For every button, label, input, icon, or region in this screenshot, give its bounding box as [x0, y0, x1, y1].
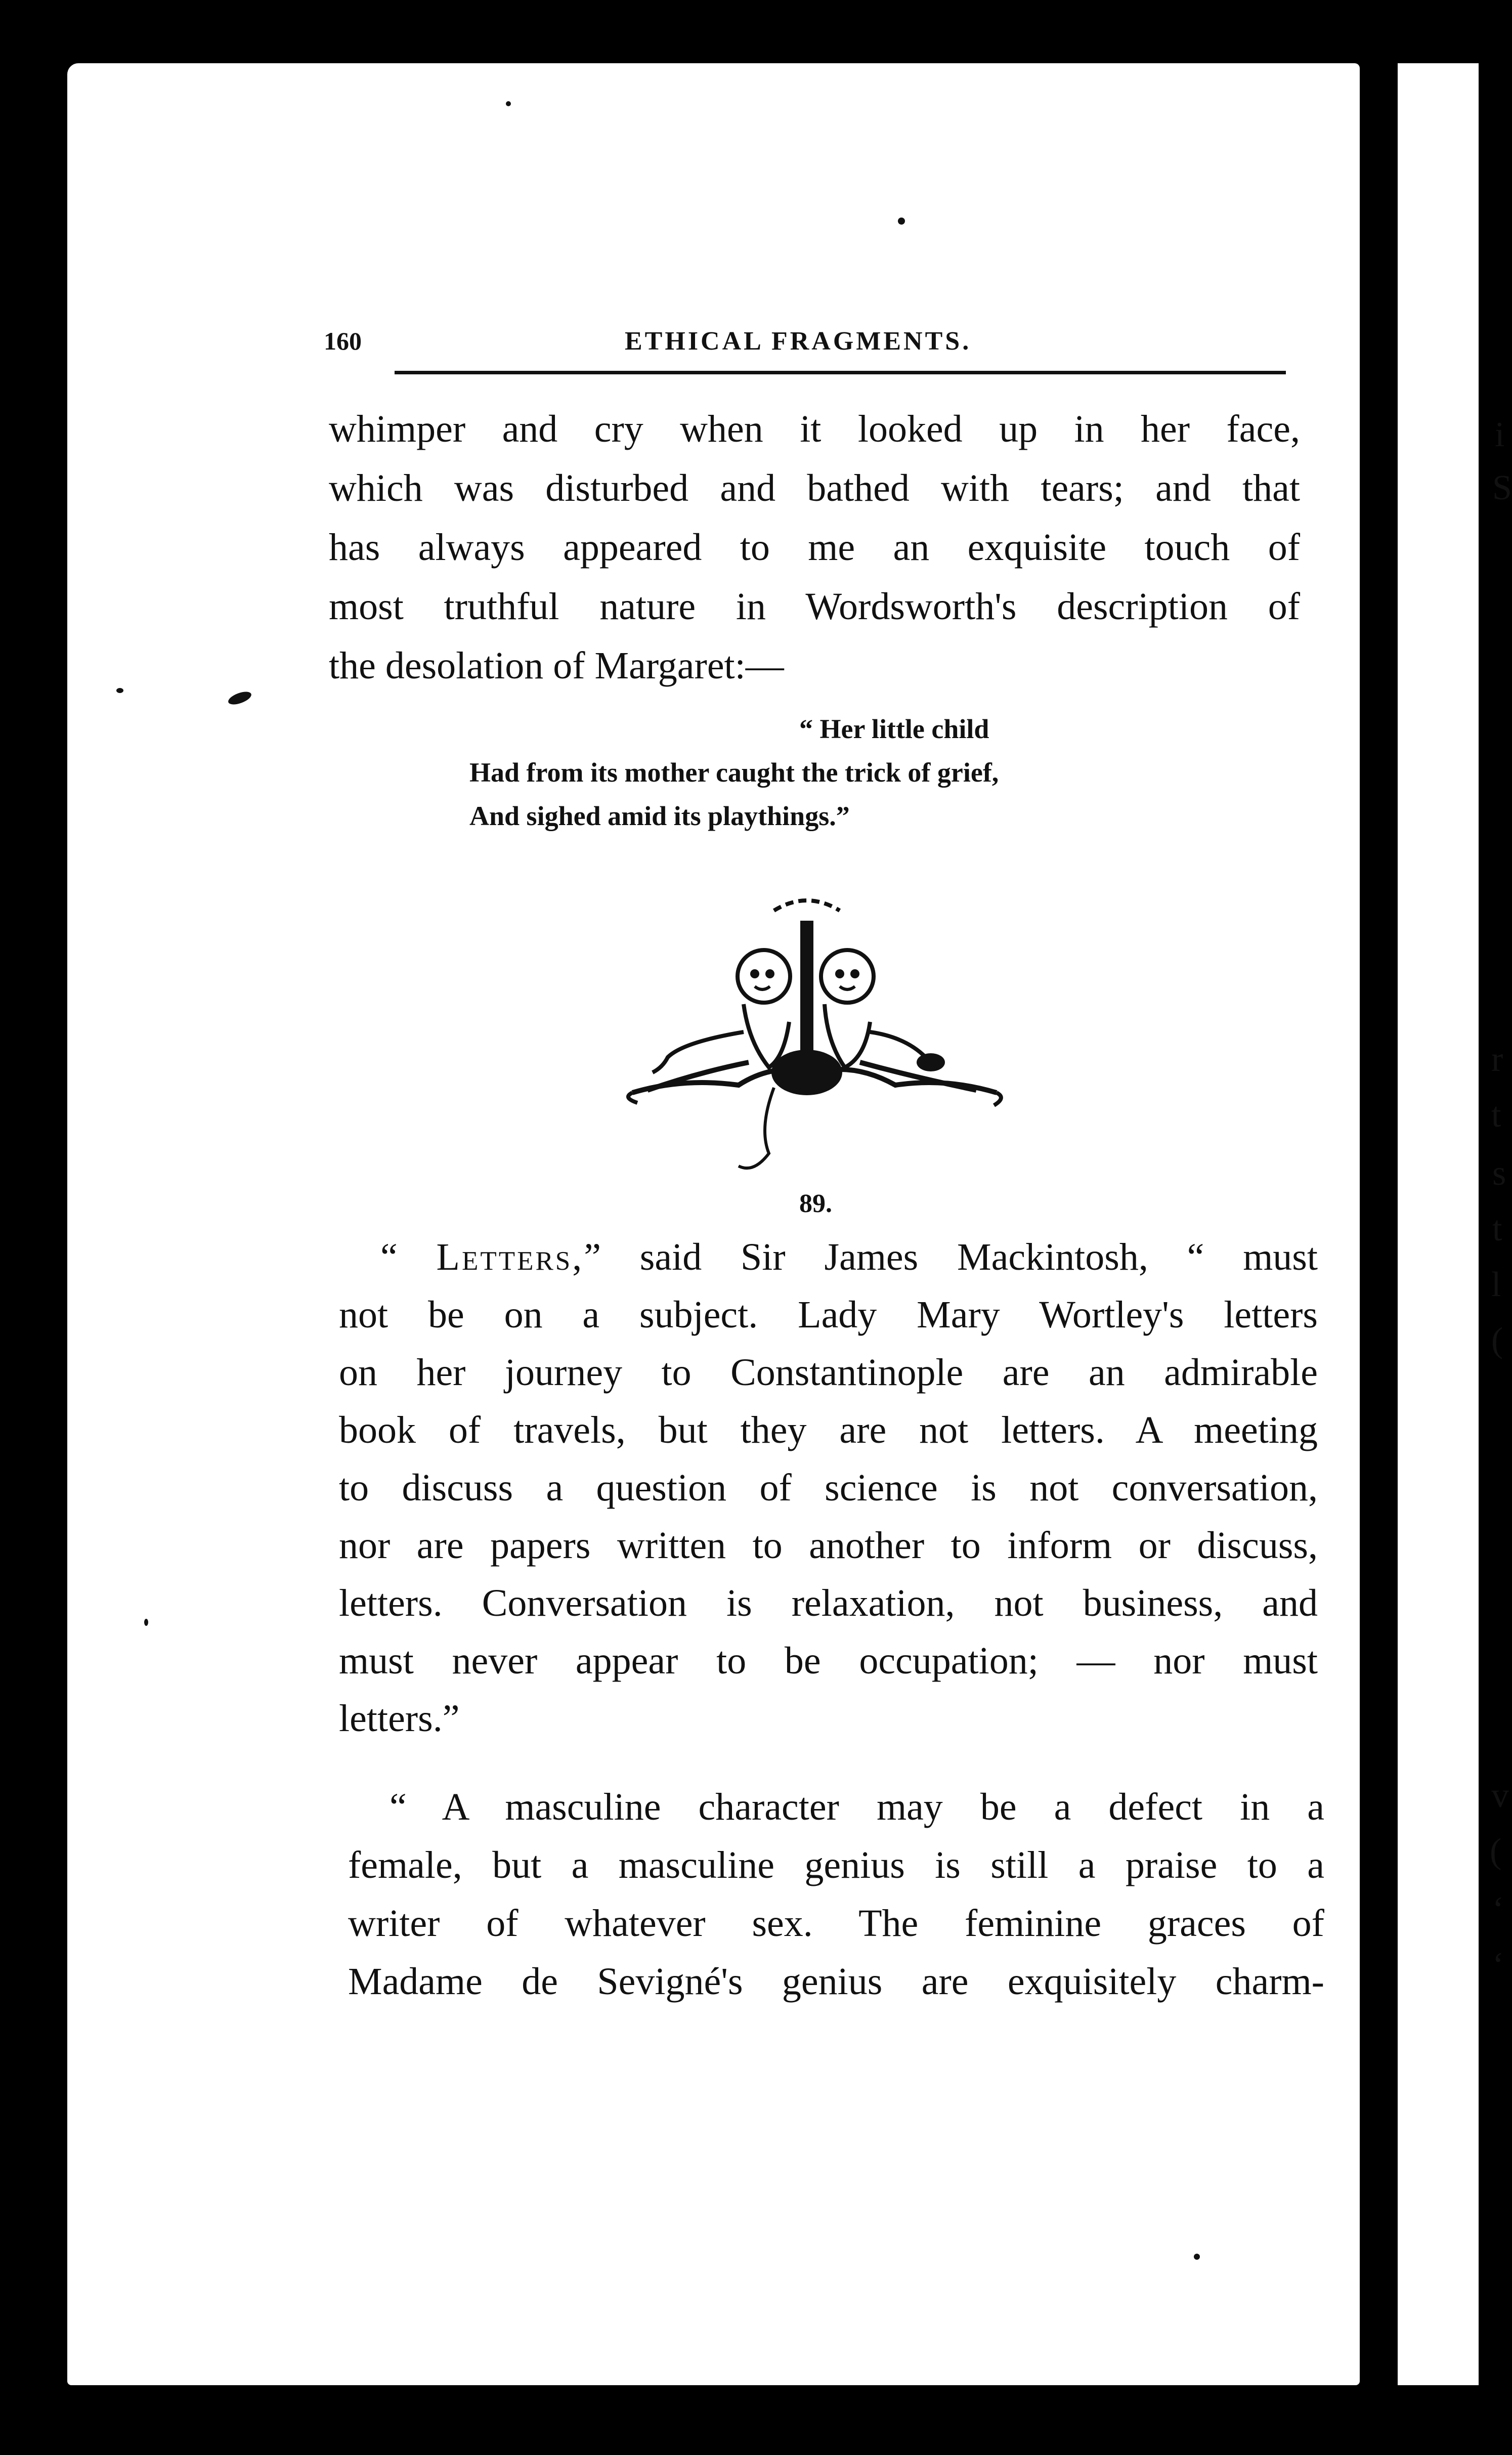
running-header [324, 326, 1286, 362]
running-title: ETHICAL FRAGMENTS. [625, 327, 972, 356]
open-quote: “ [380, 1236, 437, 1278]
text-line: to discuss a question of science is not conversation, [339, 1467, 1318, 1509]
text-line: letters.” [339, 1697, 460, 1740]
edge-letter: i [1495, 415, 1505, 454]
text-line: “ A masculine character may be a defect in a [390, 1786, 1324, 1828]
edge-letter: v [1491, 1776, 1509, 1815]
text-line: Madame de Sevigné's genius are exquisitely charm- [348, 1960, 1324, 2003]
text-line: must never appear to be occupation; — nor must [339, 1640, 1318, 1682]
edge-letter: r [1491, 1040, 1503, 1079]
edge-letter: ‘ [1492, 1890, 1504, 1929]
verse-line: Had from its mother caught the trick of grief, [469, 757, 999, 788]
verse-line: And sighed amid its playthings.” [469, 801, 850, 831]
ink-mark [898, 218, 905, 225]
text-line: female, but a masculine genius is still a praise to a [348, 1844, 1324, 1886]
text-line: nor are papers written to another to inform or discuss, [339, 1524, 1318, 1567]
smallcaps-word: Letters, [436, 1236, 584, 1278]
text-line: whimper and cry when it looked up in her face, [329, 408, 1300, 450]
edge-letter: ( [1490, 1832, 1502, 1871]
text-line: has always appeared to me an exquisite touch of [329, 526, 1300, 569]
text-line: writer of whatever sex. The feminine graces of [348, 1902, 1324, 1945]
edge-letter: l [1491, 1265, 1501, 1304]
text-line: on her journey to Constantinople are an admirable [339, 1351, 1318, 1394]
text-line: not be on a subject. Lady Mary Wortley's letters [339, 1294, 1318, 1336]
verse-line: “ Her little child [799, 714, 989, 744]
ink-mark [506, 101, 511, 106]
paragraph-continued [329, 400, 1300, 696]
cherubs-vignette [622, 890, 1007, 1184]
edge-letter: ( [1491, 1321, 1503, 1360]
page-number: 160 [324, 327, 362, 355]
text-line: most truthful nature in Wordsworth's description of [329, 585, 1300, 628]
ink-mark [116, 688, 123, 693]
page-gutter [1360, 71, 1398, 2378]
paragraph-masculine-genius [348, 1778, 1324, 2011]
text-line: which was disturbed and bathed with tears; and that [329, 467, 1300, 509]
text-line: the desolation of Margaret:— [329, 644, 784, 687]
section-number: 89. [799, 1189, 832, 1218]
text-line [339, 1228, 1318, 1286]
next-page-edge [1398, 63, 1479, 2385]
header-rule [395, 371, 1286, 374]
edge-letter: t [1492, 1210, 1502, 1248]
ink-mark [144, 1619, 148, 1626]
ink-mark [1194, 2254, 1200, 2260]
edge-letter: S [1492, 468, 1512, 507]
text-line: book of travels, but they are not letters. A meeting [339, 1409, 1318, 1451]
edge-letter: ‘ [1492, 1946, 1504, 1985]
edge-letter: t [1491, 1096, 1501, 1135]
text-fragment: ” said Sir James Mackintosh, “ must [584, 1236, 1318, 1278]
paragraph-section-89 [339, 1228, 1318, 1747]
verse-quotation [469, 707, 999, 838]
text-line: letters. Conversation is relaxation, not business, and [339, 1582, 1318, 1624]
edge-letter: s [1492, 1154, 1506, 1193]
